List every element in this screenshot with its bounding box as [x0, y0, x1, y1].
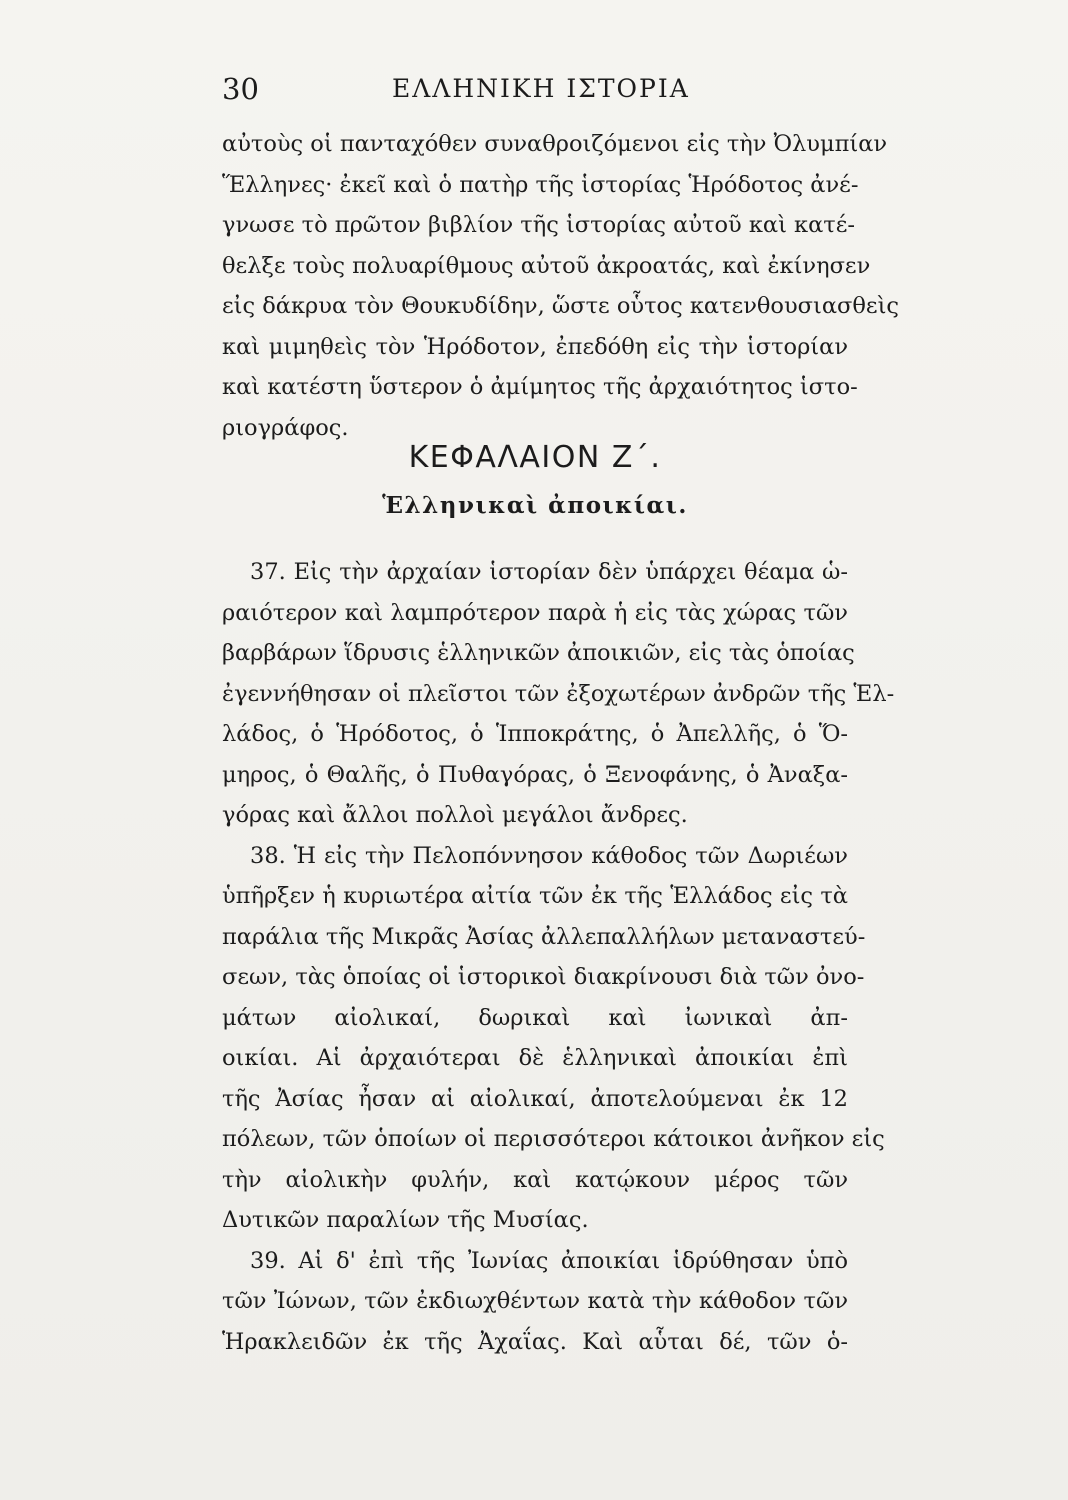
- text-line: τὴν αἰολικὴν φυλήν, καὶ κατῴκουν μέρος τῶν: [222, 1166, 848, 1193]
- text-line: Δυτικῶν παραλίων τῆς Μυσίας.: [222, 1207, 589, 1233]
- paragraph-38-start: 38. Ἡ εἰς τὴν Πελοπόννησον κάθοδος τῶν Δωριέων: [250, 842, 848, 869]
- text-line: καὶ μιμηθεὶς τὸν Ἡρόδοτον, ἐπεδόθη εἰς τὴν ἱστορίαν: [222, 333, 848, 360]
- chapter-title: ΚΕΦΑΛΑΙΟΝ Ζ΄.: [408, 440, 662, 475]
- text-line: καὶ κατέστη ὕστερον ὁ ἀμίμητος τῆς ἀρχαιότητος ἱστο-: [222, 374, 858, 400]
- text-line: σεων, τὰς ὁποίας οἱ ἱστορικοὶ διακρίνουσι διὰ τῶν ὀνο-: [222, 964, 865, 990]
- text-line: ὑπῆρξεν ἡ κυριωτέρα αἰτία τῶν ἐκ τῆς Ἑλλάδος εἰς τὰ: [222, 883, 848, 909]
- running-title: ΕΛΛΗΝΙΚΗ ΙΣΤΟΡΙΑ: [392, 74, 690, 103]
- text-line: ἐγεννήθησαν οἱ πλεῖστοι τῶν ἐξοχωτέρων ἀνδρῶν τῆς Ἑλ-: [222, 680, 895, 707]
- paragraph-37-start: 37. Εἰς τὴν ἀρχαίαν ἱστορίαν δὲν ὑπάρχει θέαμα ὡ-: [250, 559, 848, 585]
- running-head: [222, 72, 848, 112]
- text-line: ραιότερον καὶ λαμπρότερον παρὰ ἡ εἰς τὰς χώρας τῶν: [222, 599, 848, 626]
- text-line: μάτων αἰολικαί, δωρικαὶ καὶ ἰωνικαὶ ἀπ-: [222, 1004, 848, 1031]
- text-line: γνωσε τὸ πρῶτον βιβλίον τῆς ἱστορίας αὐτοῦ καὶ κατέ-: [222, 212, 856, 238]
- page-number: 30: [222, 72, 259, 106]
- text-line: βαρβάρων ἵδρυσις ἑλληνικῶν ἀποικιῶν, εἰς τὰς ὁποίας: [222, 640, 855, 666]
- text-line: ριογράφος.: [222, 414, 349, 441]
- intro-paragraph: [222, 124, 899, 448]
- text-line: αὐτοὺς οἱ πανταχόθεν συναθροιζόμενοι εἰς τὴν Ὀλυμπίαν: [222, 131, 888, 157]
- text-line: πόλεων, τῶν ὁποίων οἱ περισσότεροι κάτοικοι ἀνῆκον εἰς: [222, 1126, 885, 1152]
- text-line: γόρας καὶ ἄλλοι πολλοὶ μεγάλοι ἄνδρες.: [222, 802, 688, 828]
- text-line: θελξε τοὺς πολυαρίθμους αὐτοῦ ἀκροατάς, καὶ ἐκίνησεν: [222, 252, 871, 279]
- text-line: Ἡρακλειδῶν ἐκ τῆς Ἀχαΐας. Καὶ αὗται δέ, τῶν ὁ-: [222, 1328, 848, 1355]
- chapter-body: [222, 552, 895, 1362]
- text-line: τῆς Ἀσίας ἦσαν αἱ αἰολικαί, ἀποτελούμεναι ἐκ 12: [222, 1085, 848, 1112]
- text-line: παράλια τῆς Μικρᾶς Ἀσίας ἀλλεπαλλήλων μεταναστεύ-: [222, 923, 866, 950]
- text-line: εἰς δάκρυα τὸν Θουκυδίδην, ὥστε οὗτος κατενθουσιασθεὶς: [222, 293, 899, 319]
- text-line: τῶν Ἰώνων, τῶν ἐκδιωχθέντων κατὰ τὴν κάθοδον τῶν: [222, 1288, 848, 1314]
- text-line: λάδος, ὁ Ἡρόδοτος, ὁ Ἱπποκράτης, ὁ Ἀπελλῆς, ὁ Ὅ-: [222, 721, 848, 747]
- text-line: Ἕλληνες· ἐκεῖ καὶ ὁ πατὴρ τῆς ἱστορίας Ἡρόδοτος ἀνέ-: [222, 171, 859, 198]
- text-line: μηρος, ὁ Θαλῆς, ὁ Πυθαγόρας, ὁ Ξενοφάνης, ὁ Ἀναξα-: [222, 761, 848, 788]
- chapter-subtitle: Ἑλληνικαὶ ἀποικίαι.: [382, 492, 688, 519]
- text-line: οικίαι. Αἱ ἀρχαιότεραι δὲ ἑλληνικαὶ ἀποικίαι ἐπὶ: [222, 1045, 848, 1071]
- paragraph-39-start: 39. Αἱ δ' ἐπὶ τῆς Ἰωνίας ἀποικίαι ἱδρύθησαν ὑπὸ: [250, 1247, 848, 1274]
